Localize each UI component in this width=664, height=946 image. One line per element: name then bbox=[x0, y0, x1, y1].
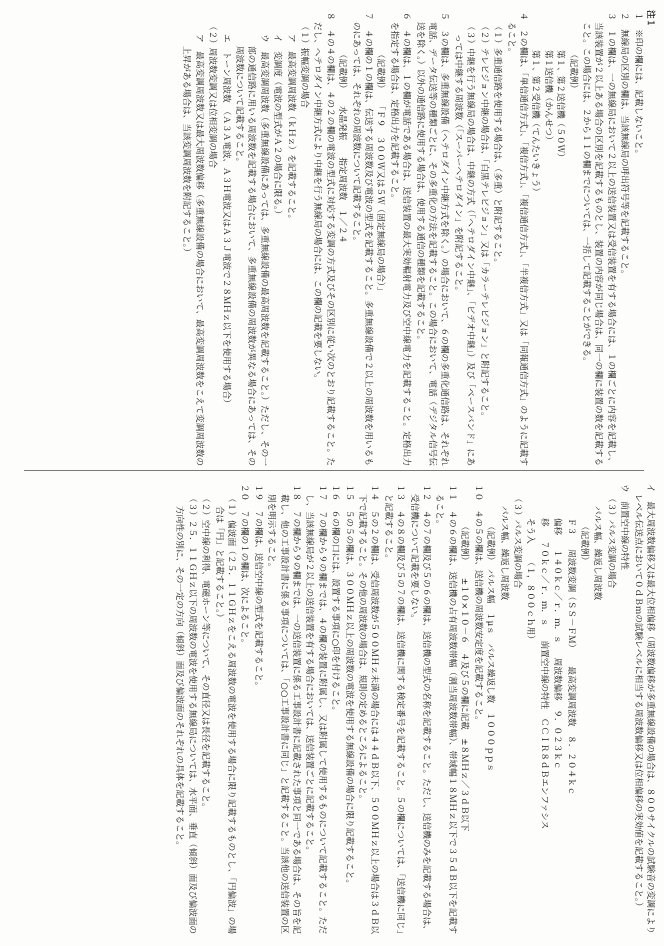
notes-label: 注１ bbox=[645, 10, 655, 28]
spec-row bbox=[551, 482, 563, 934]
note-paragraph: （３）パルス変調の場合 bbox=[605, 494, 616, 589]
spec-cell: そう入 bbox=[525, 518, 536, 544]
spec-example-label: （記載例） bbox=[578, 522, 589, 565]
note-paragraph: ア 最高変調周波数又は最大周波数偏移（多重無線設備の場合において、最高変調周波数をこえて変調周波数の上昇がある場合は、当該変調周波数を附記すること。） bbox=[181, 34, 204, 466]
note-paragraph: （１）多重通信路を使用する場合は、（多重）と附記すること。 bbox=[492, 22, 503, 267]
spec-cell: Ｆ３ bbox=[565, 518, 576, 536]
spec-row bbox=[537, 482, 549, 934]
spec-cell: 前置空中線の特性 ＣＣＩＲ８ｄＢエンファシス bbox=[538, 640, 549, 830]
note-paragraph: （３）パルス変調の場合 bbox=[511, 494, 522, 589]
note-paragraph: １２ ４の７の欄及び５の６の欄は、送信機の型式の名称を記載すること。ただし、送信機のみを記載する場合は、受信機について記載を要しない。 bbox=[408, 484, 432, 934]
note-paragraph: 第１送信機（かんせつ） bbox=[542, 50, 553, 145]
note-paragraph: （２）空中線の利得、電磁ホーン等について、その直径又は長径を記載すること。 bbox=[200, 494, 211, 812]
note-paragraph: （記載例） 水晶発振 指定周波数 １／２４ bbox=[337, 50, 348, 244]
note-paragraph: （記載例） ±１０×１０－６ ４及び５の欄に記載 ±８ＭＨｚ／３ｄＢ以下 bbox=[459, 522, 470, 832]
spec-cell: １４０ｋｃ／ｒ．ｍ．ｓ bbox=[552, 549, 563, 644]
note-paragraph: （３）中継を行う無線局の場合は、中継の方式（「ヘテロダイン中継」、「ビデオ中継」）及び「ベースバンド」にあっては中継する周波数（「スーパーヘテロダイン」を附記すること。 bbox=[452, 22, 476, 466]
note-paragraph: １８ ７の欄から９の欄までは、一の送信装置に係る工事設計書に記載された事項と同一である場合は、その旨を記載し、他の工事設計書に係る事項については、「○○工事設計書に同じ」と記載すること。当該他の送信装置の区別を明示すること。 bbox=[266, 484, 302, 934]
note-paragraph: １０ ４の５の欄は、送信機の周波数安定度を記載すること。 bbox=[472, 484, 483, 725]
note-paragraph: ４ ２の欄は、「単信通信方式」、「複信方式」、「複信通信方式」、「半複信方式」又は「同報通信方式」のように記載すること。 bbox=[505, 12, 528, 466]
note-paragraph: パルス幅、繰返し周波数 bbox=[498, 506, 509, 601]
note-paragraph: １４ ５の２の欄は、受信周波数が５００ＭＨｚ未満の場合には４４ｄＢ以下、５００ＭＨｚ以上の場合は３ｄＢ以下で記載すること。その他の周波数の場合は、規則の定めるところによること。 bbox=[357, 484, 380, 934]
note-paragraph: １９ ７の欄は、送信空中線の型式を記載すること。 bbox=[252, 484, 263, 691]
note-paragraph: ６ ４の欄は、１の欄が電話である場合は、送信装置の最大実効輻射電力及び空中線電力を記載すること。定格出力を指定する場合は、定格出力を記載すること。 bbox=[388, 12, 412, 466]
spec-row bbox=[564, 482, 576, 934]
spec-cell: 周波数偏移 ９．０２３ｋｃ bbox=[552, 657, 563, 770]
notes-column-right bbox=[6, 482, 656, 934]
note-paragraph: ３ １の欄は、一の無線局において２以上の送信装置又は受信装置を有する場合には、１の欄ごとに内容を記載し、当該装置が２以上ある場合の区別を記載するものとし、装置の内容が同じ場合は、同一の欄に装置の数を記載すること。この場合には、２から１１の欄までについては、一括して記載することができる。 bbox=[580, 12, 616, 466]
note-paragraph: ５ ３の欄は、多重無線設備（ヘテロダイン中継方式を除く。）の場合において、６の欄の多重化通信路は、それぞれ電話、データ伝送等の種類ごとに、その多重化の方法を記載すること。この場合において、電話（デジタル信号伝送を除く。）以外の通信路に使用する場合は、使用する通信の種類を記載すること。 bbox=[414, 12, 450, 466]
note-paragraph: イ 最大周波数偏移又は最大位相偏移（周波数偏移が多重無線設備の場合は、８００サイクルの試験音の変調によりレベル伝送点において０ｄＢｍの試験レベルに相当する周波数偏移又は位相偏移の実効値を記載すること。） bbox=[632, 484, 655, 934]
note-paragraph: １３ ４の８の欄及び５の７の欄は、送信機に関する検定番号を記載すること。５の欄については、「送信機に同じ」と記載すること。 bbox=[382, 484, 406, 934]
notes-column-left bbox=[6, 10, 656, 466]
note-paragraph: １５ ５の５の欄は、３００ＭＨｚ以上の周波数の電波を使用する無線設備の場合に限り記載すること。 bbox=[343, 484, 354, 888]
note-paragraph: 第１、第２送信機（５０Ｗ） bbox=[555, 50, 566, 162]
note-paragraph: イ 変調度（電波の型式がＡ２の場合に限る。） bbox=[272, 34, 283, 219]
note-paragraph: （１）振幅変調の場合 bbox=[299, 22, 310, 108]
spec-cell: 移 bbox=[538, 518, 549, 527]
note-paragraph: ウ 前置空中線の特性 bbox=[619, 484, 630, 570]
spec-cell: （１，８００ｃｈ用） bbox=[525, 557, 536, 644]
note-paragraph: （１）偏波面（２５．１１ＧＨｚをこえる周波数の電波を使用する場合に限り記載するものとし、「円偏波」の場合は「円」と記載すること。） bbox=[213, 494, 236, 934]
spec-cell: 最高変調周波数 ８．２０４ｋｃ bbox=[565, 666, 576, 796]
spec-cell: 偏移 bbox=[552, 518, 563, 536]
note-paragraph: ２ 無線局の区別の欄は、当該無線局の呼出符号等を記載すること。 bbox=[619, 12, 630, 279]
note-paragraph: （２）テレビジョン中継の場合は、「白黒テレビジョン」又は「カラーテレビジョン」と附記すること。 bbox=[478, 22, 489, 421]
note-paragraph: １１ ４の６の欄は、送信機の占有周波数帯幅（割当周波数帯幅）、帯域幅１８ＭＨｚ以下で３５ｄＢ以下を記載すること。 bbox=[434, 484, 457, 934]
note-paragraph: １ ※印の欄には、記載しないこと。 bbox=[632, 12, 643, 159]
note-paragraph: （記載例） bbox=[567, 50, 578, 93]
note-paragraph: （３）２５．１１ＧＨｚ以下の周波数の電波を使用する無線局については、水平面、垂直（傾斜）面及び偏波面の方向性の別に、その一定の方向（傾斜）面及び偏波面のそれぞれの具体を記載すること。 bbox=[174, 494, 197, 934]
spec-row bbox=[524, 482, 536, 934]
column-divider bbox=[24, 470, 644, 471]
note-paragraph: （記載例） パルス幅 １μｓ パルス繰返し数 １０００ｐｐｓ bbox=[485, 522, 496, 772]
note-paragraph: （記載例） 「Ｆ９ ３００Ｗ又は５Ｗ（固定無線局の場合）」 bbox=[375, 50, 386, 295]
note-paragraph: エ トーン周波数 （Ａ３Ａ電波、Ａ３Ｈ電波又はＡ３Ｊ電波で２８ＭＨｚ以下を使用する場合） bbox=[220, 34, 231, 408]
note-paragraph: ウ 最高変調周波数（多重無線設備にあっては、多重無線設備の最高周波数を記載すること。）ただし、その一部の通信路に用いる周波数を記載する場合において、多重無線設備の周波数が異なる場合にあっては、その周波数について記載すること。 bbox=[234, 34, 269, 466]
note-paragraph: ７ ４の欄の１の欄は、伝送する周波数及び電波の型式を記載すること。多重無線設備で２以上の周波数を用いるものにあっては、それぞれの周波数について記載すること。 bbox=[350, 12, 374, 466]
note-paragraph: １６ ６の欄の口には、設置する事項に○印を付けること。 bbox=[330, 484, 341, 715]
note-paragraph: ア 最高変調周波数（ｋＨｚ）を記載すること。 bbox=[285, 34, 296, 224]
note-paragraph: ２０ ７の欄の１の欄は、次によること。 bbox=[239, 484, 250, 648]
note-paragraph: パルス幅、繰返し周波数 bbox=[592, 506, 603, 601]
note-paragraph: ８ ４の４の欄は、４の２の欄の電波の型式に対応する変調の方式及びその区別に従い次のとおり記載すること。ただし、ヘテロダイン中継方式により中継を行う無線局の場合には、この欄の記載を要しない。 bbox=[312, 12, 335, 466]
spec-cell: ７０ｋｃ／ｒ．ｍ．ｓ bbox=[538, 540, 549, 627]
note-paragraph: １７ ７の欄から９の欄までは、４の欄の装置に附属し、又は附属して使用するものについて記載すること。ただし、当該無線局が２以上の送信装置を有する場合においては、送信装置ごとに記載すること。 bbox=[304, 484, 327, 934]
spec-cell: 周波数変調（ＳＳ－ＦＭ） bbox=[565, 549, 576, 653]
note-paragraph: 第１、第２受信機（てんたいきょう） bbox=[530, 50, 541, 197]
note-paragraph: （２）周波数変調又は位相変調の場合 bbox=[207, 22, 218, 169]
